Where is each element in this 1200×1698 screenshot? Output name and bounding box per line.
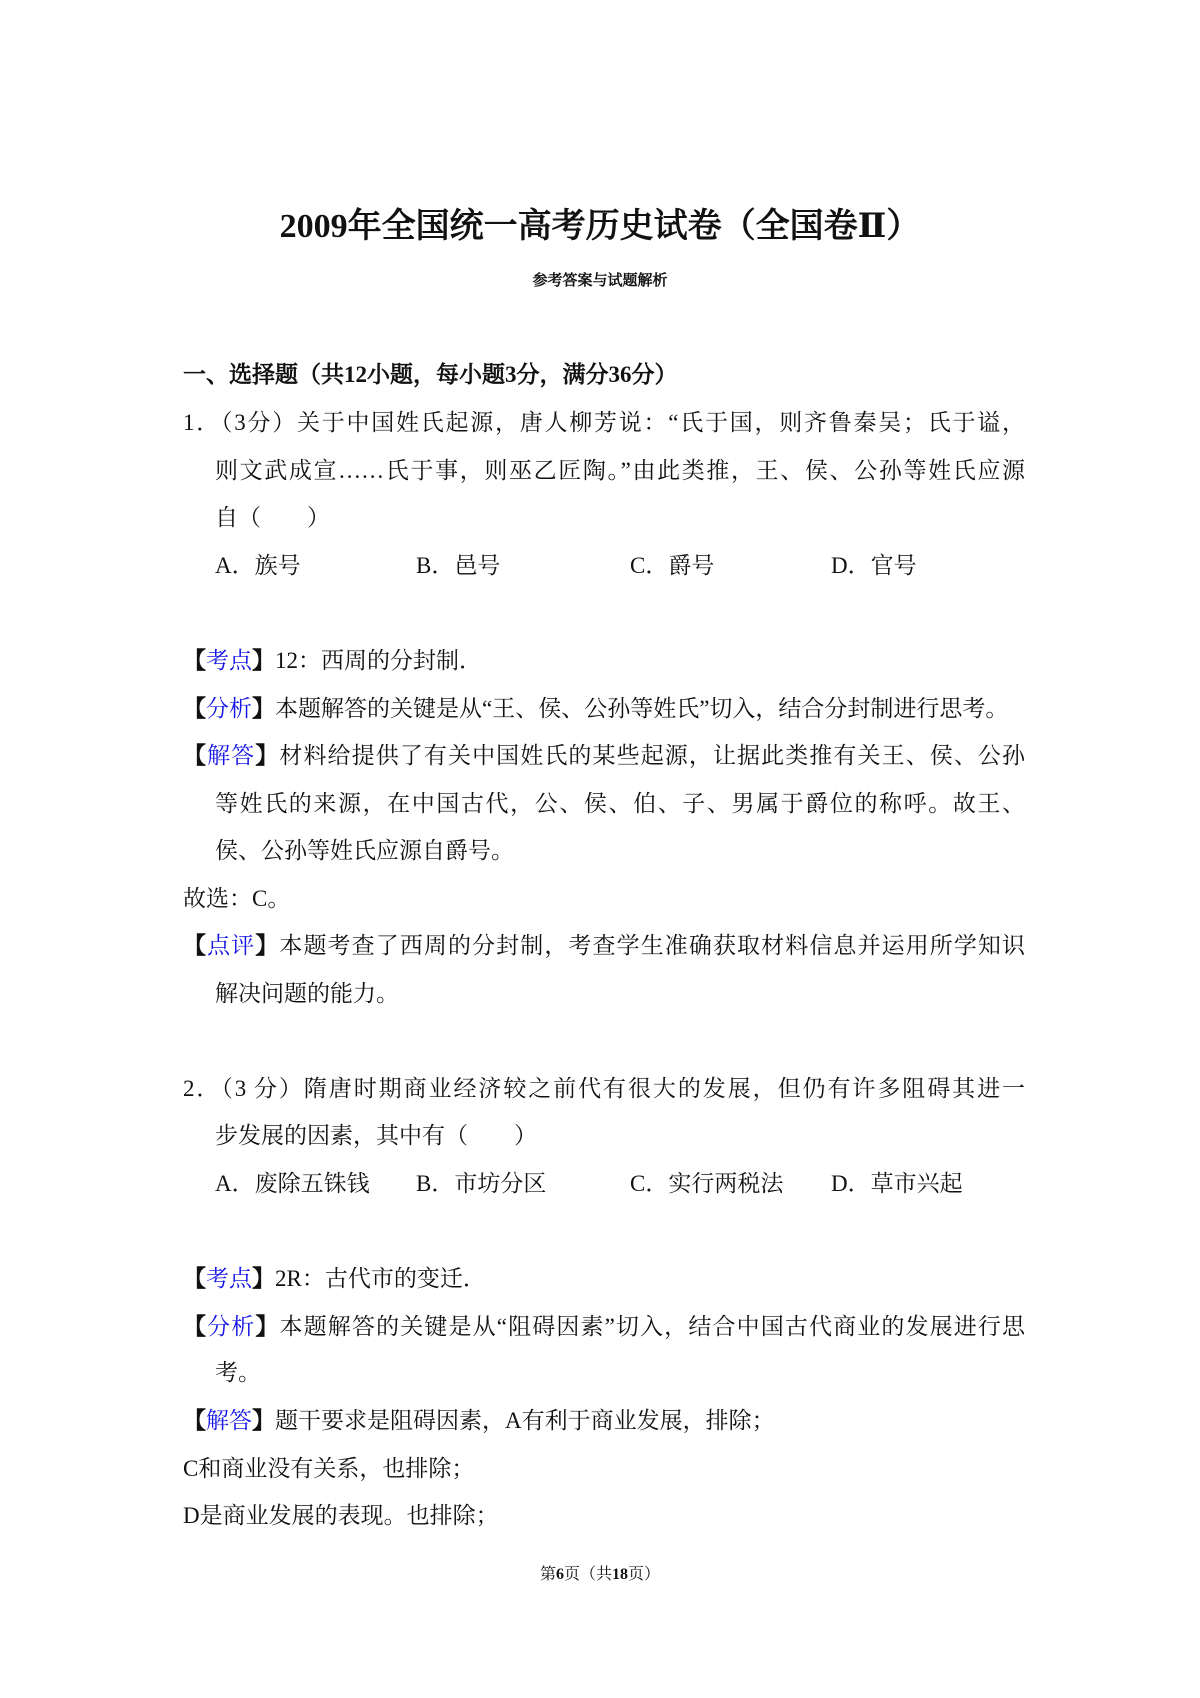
q2-stem-line: 2．（3 分）隋唐时期商业经济较之前代有很大的发展，但仍有许多阻碍其进一 [183, 1076, 1025, 1101]
q1-jieda-line: 侯、公孙等姓氏应源自爵号。 [215, 838, 514, 863]
q2-option-b: B．市坊分区 [416, 1171, 547, 1196]
q2-kaodian: 【考点】2R：古代市的变迁． [183, 1266, 486, 1291]
fenxi-label: 分析 [206, 696, 252, 721]
q2-option-c: C．实行两税法 [630, 1171, 784, 1196]
q2-fenxi: 【分析】本题解答的关键是从“阻碍因素”切入，结合中国古代商业的发展进行思 [183, 1314, 1025, 1339]
q1-stem-line: 1．（3分）关于中国姓氏起源，唐人柳芳说：“氏于国，则齐鲁秦吴；氏于谥， [183, 410, 1025, 435]
q1-option-a: A．族号 [215, 553, 301, 578]
q2-jieda-line: C和商业没有关系，也排除； [183, 1456, 475, 1481]
q1-dianping: 【点评】本题考查了西周的分封制，考查学生准确获取材料信息并运用所学知识 [183, 933, 1025, 958]
q1-jieda: 【解答】材料给提供了有关中国姓氏的某些起源，让据此类推有关王、侯、公孙 [183, 743, 1025, 768]
jieda-label: 解答 [207, 743, 256, 768]
page-title: 2009年全国统一高考历史试卷（全国卷Ⅱ） [279, 208, 921, 245]
q1-option-b: B．邑号 [416, 553, 501, 578]
q1-jieda-line: 等姓氏的来源，在中国古代，公、侯、伯、子、男属于爵位的称呼。故王、 [215, 791, 1025, 816]
q2-stem-line: 步发展的因素，其中有（ ） [215, 1123, 537, 1148]
page-number: 6 [555, 1566, 564, 1583]
q2-fenxi-line: 考。 [215, 1360, 261, 1385]
q1-answer: 故选：C。 [183, 886, 291, 911]
jieda-label: 解答 [206, 1408, 252, 1433]
q1-stem-line: 自（ ） [215, 505, 330, 530]
q1-option-c: C．爵号 [630, 553, 715, 578]
q1-dianping-line: 解决问题的能力。 [215, 981, 399, 1006]
kaodian-label: 考点 [206, 1266, 252, 1291]
dianping-label: 点评 [207, 933, 256, 958]
page-footer: 第6页（共18页） [539, 1566, 661, 1583]
kaodian-label: 考点 [206, 648, 252, 673]
q2-jieda-line: D是商业发展的表现。也排除； [183, 1503, 499, 1528]
q2-option-a: A．废除五铢钱 [215, 1171, 370, 1196]
q1-kaodian: 【考点】12：西周的分封制． [183, 648, 482, 673]
page-subtitle: 参考答案与试题解析 [532, 273, 668, 289]
q1-fenxi: 【分析】本题解答的关键是从“王、侯、公孙等姓氏”切入，结合分封制进行思考。 [183, 696, 1009, 721]
q1-stem-line: 则文武成宣……氏于事，则巫乙匠陶。”由此类推，王、侯、公孙等姓氏应源 [215, 458, 1025, 483]
q2-jieda: 【解答】题干要求是阻碍因素，A有利于商业发展，排除； [183, 1408, 775, 1433]
section-heading: 一、选择题（共12小题，每小题3分，满分36分） [183, 362, 678, 387]
q2-option-d: D．草市兴起 [831, 1171, 963, 1196]
q1-option-d: D．官号 [831, 553, 917, 578]
page-total: 18 [612, 1566, 628, 1583]
fenxi-label: 分析 [207, 1314, 256, 1339]
